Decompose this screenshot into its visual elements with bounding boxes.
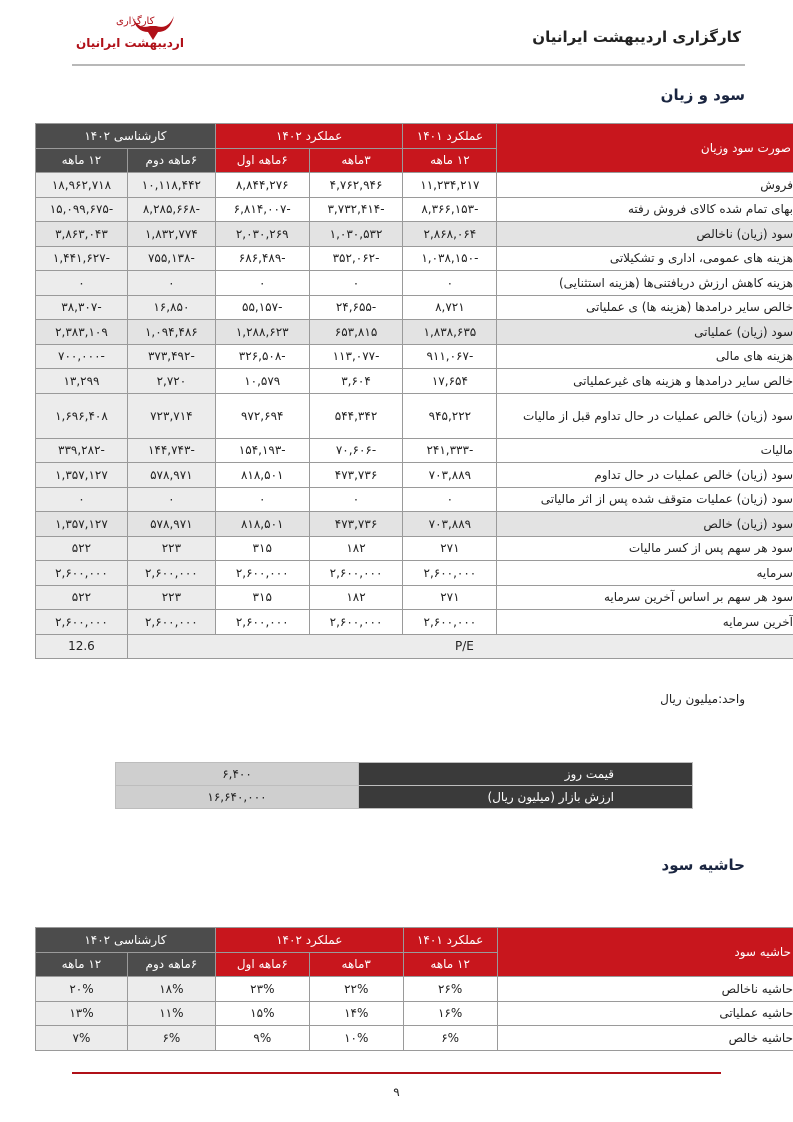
unit-note: واحد:میلیون ریال [660, 692, 745, 706]
row-value: ۷۰۳,۸۸۹ [403, 512, 497, 537]
row-value: ۹۷۲,۶۹۴ [215, 393, 309, 438]
row-value: ۰ [127, 271, 215, 296]
row-value: ۲,۶۰۰,۰۰۰ [36, 561, 128, 586]
table-row [36, 393, 793, 438]
page-header [0, 0, 793, 70]
table-corner-label: صورت سود وزیان [497, 124, 793, 173]
row-label: هزینه های عمومی، اداری و تشکیلاتی [497, 246, 793, 271]
table-row [36, 512, 793, 537]
header-divider [72, 64, 745, 66]
row-value: -۲۴,۶۵۵ [309, 295, 403, 320]
sub-header: ۶ماهه اول [215, 952, 309, 977]
row-label: آخرین سرمایه [497, 610, 793, 635]
row-value: ۲۲۳ [127, 536, 215, 561]
row-value: ۲,۷۲۰ [127, 369, 215, 394]
row-value: ۲۳% [215, 977, 309, 1002]
row-value: ۵۷۸,۹۷۱ [127, 463, 215, 488]
row-value: -۲۴۱,۳۳۳ [403, 438, 497, 463]
row-label: سود (زیان) ناخالص [497, 222, 793, 247]
table-row [36, 561, 793, 586]
row-label: خالص سایر درامدها و هزینه های غیرعملیاتی [497, 369, 793, 394]
row-value: ۱۷,۶۵۴ [403, 369, 497, 394]
row-value: -۳۲۶,۵۰۸ [215, 344, 309, 369]
row-value: ۶۵۳,۸۱۵ [309, 320, 403, 345]
row-value: -۸,۳۶۶,۱۵۳ [403, 197, 497, 222]
income-statement-table [35, 123, 793, 659]
row-value: ۹% [215, 1026, 309, 1051]
row-value: ۰ [403, 487, 497, 512]
row-value: ۸,۷۲۱ [403, 295, 497, 320]
sub-header: ۱۲ ماهه [36, 952, 128, 977]
row-value: ۲,۸۶۸,۰۶۴ [403, 222, 497, 247]
market-cap-label: ارزش بازار (میلیون ریال) [359, 786, 693, 809]
sub-header: ۶ماهه دوم [127, 148, 215, 173]
sub-header: ۶ماهه اول [215, 148, 309, 173]
row-value: ۰ [36, 271, 128, 296]
row-label: سود (زیان) خالص [497, 512, 793, 537]
row-value: ۱,۲۸۸,۶۲۳ [215, 320, 309, 345]
logo-line1: کارگزاری [116, 16, 155, 27]
row-value: ۲,۶۰۰,۰۰۰ [127, 561, 215, 586]
row-value: ۶% [403, 1026, 497, 1051]
page-number: ۹ [393, 1085, 400, 1099]
row-value: ۴,۷۶۲,۹۴۶ [309, 173, 403, 198]
row-value: ۳۱۵ [215, 585, 309, 610]
row-value: -۱۱۳,۰۷۷ [309, 344, 403, 369]
row-value: ۱,۰۳۰,۵۳۲ [309, 222, 403, 247]
row-value: ۸۱۸,۵۰۱ [215, 463, 309, 488]
row-value: ۰ [36, 487, 128, 512]
table-corner-label: حاشیه سود [497, 928, 793, 977]
row-value: ۲۷۱ [403, 536, 497, 561]
table-row [36, 438, 793, 463]
row-value: -۳۳۹,۲۸۲ [36, 438, 128, 463]
price-value: ۶,۴۰۰ [116, 763, 359, 786]
row-value: ۱۱,۲۳۴,۲۱۷ [403, 173, 497, 198]
row-value: ۲,۶۰۰,۰۰۰ [403, 561, 497, 586]
row-value: ۱۸% [127, 977, 215, 1002]
row-value: ۶% [127, 1026, 215, 1051]
row-value: ۱۸۲ [309, 585, 403, 610]
group-header: کارشناسی ۱۴۰۲ [36, 124, 216, 149]
row-label: حاشیه عملیاتی [497, 1001, 793, 1026]
row-value: ۰ [309, 271, 403, 296]
row-value: ۵۲۲ [36, 536, 128, 561]
sub-header: ۱۲ ماهه [36, 148, 128, 173]
table-row [36, 246, 793, 271]
market-cap-row [116, 786, 693, 809]
table-row [36, 610, 793, 635]
row-label: خالص سایر درامدها (هزینه ها) ی عملیاتی [497, 295, 793, 320]
price-row [116, 763, 693, 786]
row-value: ۱,۸۳۸,۶۳۵ [403, 320, 497, 345]
table-row [36, 536, 793, 561]
row-label: بهای تمام شده کالای فروش رفته [497, 197, 793, 222]
group-header: عملکرد ۱۴۰۱ [403, 928, 497, 953]
row-value: ۲,۶۰۰,۰۰۰ [215, 561, 309, 586]
table-row [36, 344, 793, 369]
row-value: ۲,۶۰۰,۰۰۰ [403, 610, 497, 635]
table-row [36, 222, 793, 247]
row-value: -۱۴۴,۷۴۳ [127, 438, 215, 463]
row-value: ۲,۶۰۰,۰۰۰ [36, 610, 128, 635]
price-label: قیمت روز [359, 763, 693, 786]
row-value: -۳,۷۳۲,۴۱۴ [309, 197, 403, 222]
row-value: -۵۵,۱۵۷ [215, 295, 309, 320]
row-value: ۰ [127, 487, 215, 512]
row-value: -۷۰,۶۰۶ [309, 438, 403, 463]
table-row [36, 369, 793, 394]
market-cap-value: ۱۶,۶۴۰,۰۰۰ [116, 786, 359, 809]
row-value: -۱۵۴,۱۹۳ [215, 438, 309, 463]
row-value: -۱,۴۴۱,۶۲۷ [36, 246, 128, 271]
row-value: ۱۶,۸۵۰ [127, 295, 215, 320]
row-value: ۱,۶۹۶,۴۰۸ [36, 393, 128, 438]
table-row [36, 1026, 793, 1051]
row-value: ۰ [309, 487, 403, 512]
row-value: ۲,۶۰۰,۰۰۰ [309, 610, 403, 635]
row-value: ۱۳,۲۹۹ [36, 369, 128, 394]
row-value: -۳۵۲,۰۶۲ [309, 246, 403, 271]
row-value: -۷۵۵,۱۳۸ [127, 246, 215, 271]
row-value: ۱,۳۵۷,۱۲۷ [36, 463, 128, 488]
market-value-table [115, 762, 693, 809]
row-value: ۲۲% [309, 977, 403, 1002]
row-label: هزینه کاهش ارزش دریافتنی‌ها (هزینه استثنایی) [497, 271, 793, 296]
row-value: ۱,۳۵۷,۱۲۷ [36, 512, 128, 537]
row-value: ۴۷۳,۷۳۶ [309, 463, 403, 488]
row-value: ۲۲۳ [127, 585, 215, 610]
table-row [36, 173, 793, 198]
row-label: حاشیه ناخالص [497, 977, 793, 1002]
table-row [36, 463, 793, 488]
row-value: ۵۲۲ [36, 585, 128, 610]
table-row [36, 487, 793, 512]
row-value: ۰ [403, 271, 497, 296]
profit-margin-table [35, 927, 793, 1051]
sub-header: ۱۲ ماهه [403, 148, 497, 173]
row-value: ۱۶% [403, 1001, 497, 1026]
row-value: ۳,۶۰۴ [309, 369, 403, 394]
company-logo [72, 10, 192, 60]
row-value: ۵۴۴,۳۴۲ [309, 393, 403, 438]
table-row [36, 977, 793, 1002]
table-row [36, 1001, 793, 1026]
group-header: عملکرد ۱۴۰۱ [403, 124, 497, 149]
row-value: -۳۸,۳۰۷ [36, 295, 128, 320]
row-value: ۱,۰۹۴,۴۸۶ [127, 320, 215, 345]
row-value: ۱۸,۹۶۲,۷۱۸ [36, 173, 128, 198]
group-header: عملکرد ۱۴۰۲ [215, 928, 403, 953]
row-value: ۱,۸۳۲,۷۷۴ [127, 222, 215, 247]
row-label: فروش [497, 173, 793, 198]
row-value: ۱۴% [309, 1001, 403, 1026]
sub-header: ۳ماهه [309, 952, 403, 977]
footer-divider [72, 1072, 721, 1074]
row-value: ۷۲۳,۷۱۴ [127, 393, 215, 438]
row-label: سود (زیان) خالص عملیات در حال تداوم قبل از مالیات [497, 393, 793, 438]
row-value: ۷۰۳,۸۸۹ [403, 463, 497, 488]
row-value: ۲,۳۸۳,۱۰۹ [36, 320, 128, 345]
table-row [36, 271, 793, 296]
row-label: هزینه های مالی [497, 344, 793, 369]
row-value: ۰ [215, 487, 309, 512]
row-label: سود (زیان) عملیاتی [497, 320, 793, 345]
row-value: ۲۰% [36, 977, 128, 1002]
sub-header: ۶ماهه دوم [127, 952, 215, 977]
row-value: ۴۷۳,۷۳۶ [309, 512, 403, 537]
row-label: سود (زیان) عملیات متوقف شده پس از اثر مالیاتی [497, 487, 793, 512]
row-value: ۲,۶۰۰,۰۰۰ [215, 610, 309, 635]
row-label: سرمایه [497, 561, 793, 586]
row-value: ۱۸۲ [309, 536, 403, 561]
row-value: -۱۵,۰۹۹,۶۷۵ [36, 197, 128, 222]
row-value: ۹۴۵,۲۲۲ [403, 393, 497, 438]
group-header: عملکرد ۱۴۰۲ [215, 124, 403, 149]
table-row [36, 295, 793, 320]
row-value: -۱,۰۳۸,۱۵۰ [403, 246, 497, 271]
table-row [36, 585, 793, 610]
sub-header: ۳ماهه [309, 148, 403, 173]
row-value: -۸,۲۸۵,۶۶۸ [127, 197, 215, 222]
row-value: ۱۱% [127, 1001, 215, 1026]
row-label: سود هر سهم پس از کسر مالیات [497, 536, 793, 561]
row-value: ۲,۶۰۰,۰۰۰ [127, 610, 215, 635]
table-row [36, 197, 793, 222]
logo-line2: اردیبهشت ایرانیان [76, 36, 184, 50]
row-value: ۲۶% [403, 977, 497, 1002]
row-value: -۶,۸۱۴,۰۰۷ [215, 197, 309, 222]
row-label: سود (زیان) خالص عملیات در حال تداوم [497, 463, 793, 488]
pe-value: 12.6 [36, 634, 128, 659]
row-value: ۱۰% [309, 1026, 403, 1051]
margin-section-title: حاشیه سود [661, 856, 745, 874]
row-value: ۲,۰۳۰,۲۶۹ [215, 222, 309, 247]
row-value: -۷۰۰,۰۰۰ [36, 344, 128, 369]
row-value: ۱۰,۵۷۹ [215, 369, 309, 394]
row-value: ۱۵% [215, 1001, 309, 1026]
row-value: ۰ [215, 271, 309, 296]
row-label: سود هر سهم بر اساس آخرین سرمایه [497, 585, 793, 610]
row-value: ۸,۸۴۴,۲۷۶ [215, 173, 309, 198]
row-value: ۲,۶۰۰,۰۰۰ [309, 561, 403, 586]
row-value: ۷% [36, 1026, 128, 1051]
row-label: حاشیه خالص [497, 1026, 793, 1051]
row-value: ۵۷۸,۹۷۱ [127, 512, 215, 537]
table-row [36, 320, 793, 345]
row-value: ۲۷۱ [403, 585, 497, 610]
row-value: -۶۸۶,۴۸۹ [215, 246, 309, 271]
row-value: ۸۱۸,۵۰۱ [215, 512, 309, 537]
company-name: کارگزاری اردیبهشت ایرانیان [532, 28, 741, 46]
row-label: مالیات [497, 438, 793, 463]
pe-label: P/E [127, 634, 793, 659]
group-header: کارشناسی ۱۴۰۲ [36, 928, 216, 953]
row-value: ۱۰,۱۱۸,۴۴۲ [127, 173, 215, 198]
income-section-title: سود و زیان [660, 86, 745, 104]
row-value: ۱۳% [36, 1001, 128, 1026]
row-value: -۹۱۱,۰۶۷ [403, 344, 497, 369]
row-value: ۳۱۵ [215, 536, 309, 561]
row-value: ۳,۸۶۳,۰۴۳ [36, 222, 128, 247]
sub-header: ۱۲ ماهه [403, 952, 497, 977]
row-value: -۳۷۳,۴۹۲ [127, 344, 215, 369]
